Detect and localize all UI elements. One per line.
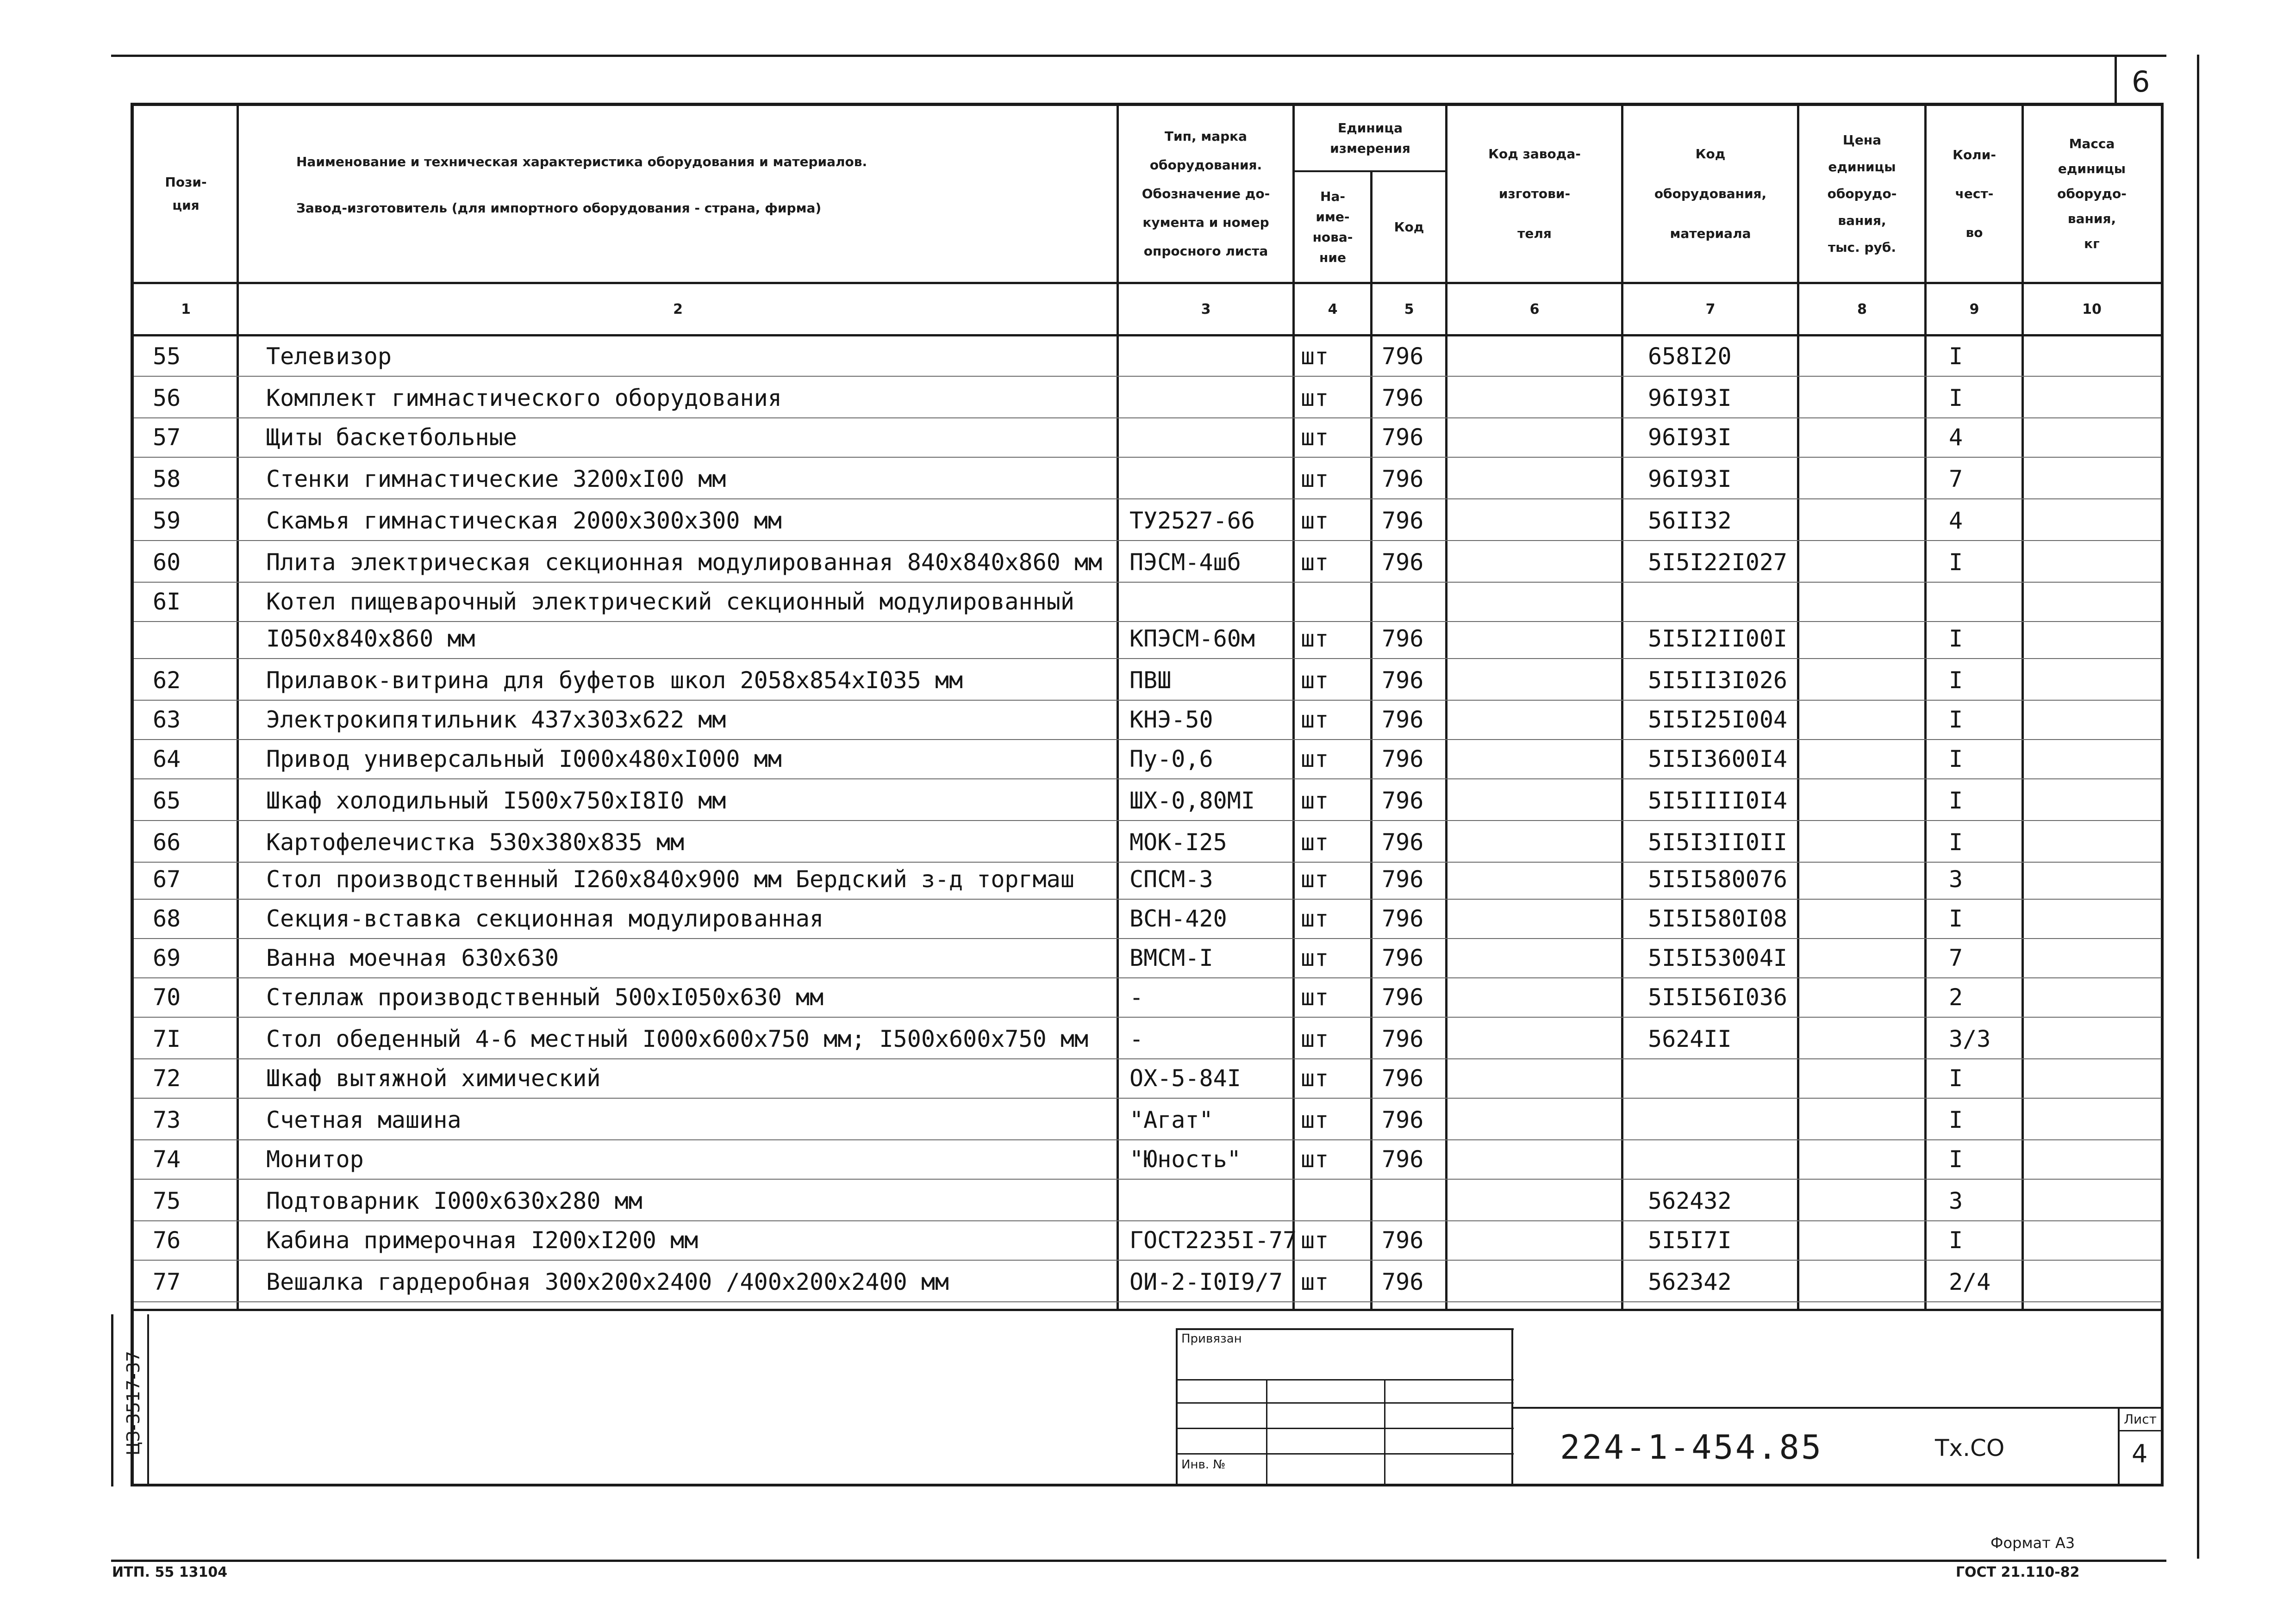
cell-unit-name: шт xyxy=(1301,787,1329,814)
cell-quantity: 4 xyxy=(1949,507,1963,534)
cell-unit-name: шт xyxy=(1301,385,1329,411)
cell-unit-name: шт xyxy=(1301,984,1329,1011)
cell-position: 69 xyxy=(153,945,181,971)
cell-unit-code: 796 xyxy=(1382,1026,1424,1052)
cell-position: 56 xyxy=(153,385,181,411)
cell-equipment-code: 562342 xyxy=(1648,1269,1732,1295)
cell-equipment-code: 562432 xyxy=(1648,1188,1732,1214)
cell-unit-code: 796 xyxy=(1382,549,1424,576)
cell-equipment-code: 5624II xyxy=(1648,1026,1732,1052)
cell-name: Стол обеденный 4-6 местный I000х600х750 мм; I500х600х750 мм xyxy=(266,1026,1089,1052)
row-separator xyxy=(134,621,2161,622)
colnum-10: 10 xyxy=(2082,301,2102,317)
cell-equipment-code: 5I5IIII0I4 xyxy=(1648,787,1788,814)
top-right-tab-left xyxy=(2115,56,2117,106)
table-left-border xyxy=(131,103,134,1486)
cell-name: Привод универсальный I000х480хI000 мм xyxy=(266,746,782,772)
cell-unit-name: шт xyxy=(1301,1269,1329,1295)
cell-unit-code: 796 xyxy=(1382,466,1424,492)
cell-position: 7I xyxy=(153,1026,181,1052)
sheet-corner-number: 6 xyxy=(2132,65,2150,99)
cell-type: КПЭСМ-60м xyxy=(1129,625,1255,652)
cell-name: Шкаф холодильный I500х750хI8I0 мм xyxy=(266,787,726,814)
vline-c1 xyxy=(237,103,239,1311)
cell-unit-code: 796 xyxy=(1382,829,1424,856)
cell-type: ВСН-420 xyxy=(1129,905,1227,932)
cell-position: 65 xyxy=(153,787,181,814)
header-type: Тип, марка оборудования. Обозначение до- кумента и номер опросного листа xyxy=(1142,129,1270,259)
cell-unit-code: 796 xyxy=(1382,984,1424,1011)
table-top-border xyxy=(131,103,2164,106)
cell-quantity: I xyxy=(1949,1227,1963,1254)
cell-position: 6I xyxy=(153,588,181,615)
cell-unit-code: 796 xyxy=(1382,385,1424,411)
stamp-top xyxy=(1176,1328,1514,1330)
stamp-sheet-box-left xyxy=(2118,1407,2120,1486)
cell-quantity: I xyxy=(1949,549,1963,576)
cell-equipment-code: 5I5I580076 xyxy=(1648,866,1788,893)
stamp-sheet-label: Лист xyxy=(2124,1412,2157,1427)
cell-unit-code: 796 xyxy=(1382,1065,1424,1092)
colnum-9: 9 xyxy=(1969,301,1979,317)
cell-position: 59 xyxy=(153,507,181,534)
cell-name: Монитор xyxy=(266,1146,364,1173)
cell-unit-code: 796 xyxy=(1382,625,1424,652)
row-separator xyxy=(134,1058,2161,1059)
stamp-col-1 xyxy=(1266,1379,1267,1484)
cell-type: "Юность" xyxy=(1129,1146,1241,1173)
cell-name: Щиты баскетбольные xyxy=(266,424,517,451)
cell-quantity: 3 xyxy=(1949,1188,1963,1214)
cell-unit-code: 796 xyxy=(1382,1227,1424,1254)
cell-unit-name: шт xyxy=(1301,549,1329,576)
cell-unit-name: шт xyxy=(1301,424,1329,451)
cell-unit-code: 796 xyxy=(1382,424,1424,451)
cell-name: Электрокипятильник 437х303х622 мм xyxy=(266,706,726,733)
cell-equipment-code: 5I5II3I026 xyxy=(1648,667,1788,694)
header-equipment-code: Код оборудования, материала xyxy=(1654,146,1767,241)
vline-c6 xyxy=(1621,103,1623,1311)
stamp-sheet-code: Тх.СО xyxy=(1935,1435,2005,1461)
header-name-line2: Завод-изготовитель (для импортного оборудования - страна, фирма) xyxy=(296,200,822,216)
cell-equipment-code: 5I5I580I08 xyxy=(1648,905,1788,932)
footer-format: Формат А3 xyxy=(1990,1534,2075,1552)
row-separator xyxy=(134,778,2161,779)
colnum-2: 2 xyxy=(673,301,683,317)
header-unit-price: Цена единицы оборудо- вания, тыс. руб. xyxy=(1827,132,1897,255)
cell-position: 66 xyxy=(153,829,181,856)
header-position: Пози- ция xyxy=(165,174,207,213)
cell-position: 68 xyxy=(153,905,181,932)
cell-equipment-code: 96I93I xyxy=(1648,385,1732,411)
cell-unit-name: шт xyxy=(1301,1065,1329,1092)
stamp-row-1 xyxy=(1176,1379,1514,1380)
cell-type: - xyxy=(1129,984,1144,1011)
cell-unit-name: шт xyxy=(1301,507,1329,534)
table-bottom-border xyxy=(131,1484,2164,1486)
colnum-8: 8 xyxy=(1857,301,1867,317)
cell-unit-code: 796 xyxy=(1382,866,1424,893)
cell-equipment-code: 5I5I7I xyxy=(1648,1227,1732,1254)
cell-equipment-code: 5I5I25I004 xyxy=(1648,706,1788,733)
cell-quantity: I xyxy=(1949,385,1963,411)
cell-type: - xyxy=(1129,1026,1144,1052)
cell-quantity: I xyxy=(1949,1065,1963,1092)
cell-type: МОК-I25 xyxy=(1129,829,1227,856)
cell-type: ОХ-5-84I xyxy=(1129,1065,1241,1092)
vline-c9 xyxy=(2021,103,2024,1311)
row-separator xyxy=(134,417,2161,418)
cell-position: 67 xyxy=(153,866,181,893)
row-separator xyxy=(134,862,2161,863)
cell-quantity: 3/3 xyxy=(1949,1026,1991,1052)
colnum-3: 3 xyxy=(1201,301,1211,317)
cell-position: 55 xyxy=(153,343,181,370)
cell-name: Вешалка гардеробная 300х200х2400 /400х200х2400 мм xyxy=(266,1269,949,1295)
cell-name: Комплект гимнастического оборудования xyxy=(266,385,782,411)
vline-c8 xyxy=(1924,103,1927,1311)
header-mass: Масса единицы оборудо- вания, кг xyxy=(2057,136,2127,251)
cell-equipment-code: 5I5I3II0II xyxy=(1648,829,1788,856)
cell-quantity: I xyxy=(1949,706,1963,733)
row-separator xyxy=(134,582,2161,583)
cell-type: КНЭ-50 xyxy=(1129,706,1213,733)
cell-unit-name: шт xyxy=(1301,667,1329,694)
cell-name: Стенки гимнастические 3200хI00 мм xyxy=(266,466,726,492)
row-separator xyxy=(134,899,2161,900)
cell-position: 58 xyxy=(153,466,181,492)
cell-type: ШХ-0,80МI xyxy=(1129,787,1255,814)
cell-name: Секция-вставка секционная модулированная xyxy=(266,905,824,932)
cell-unit-code: 796 xyxy=(1382,706,1424,733)
cell-quantity: 4 xyxy=(1949,424,1963,451)
cell-unit-name: шт xyxy=(1301,466,1329,492)
cell-name: Подтоварник I000х630х280 мм xyxy=(266,1188,643,1214)
body-bottom-line xyxy=(134,1309,2161,1311)
side-code: ЦЗ-3517-37 xyxy=(123,1350,144,1456)
stamp-row-2 xyxy=(1176,1402,1514,1404)
cell-position: 75 xyxy=(153,1188,181,1214)
cell-unit-name: шт xyxy=(1301,945,1329,971)
side-strip-right xyxy=(147,1314,149,1486)
table-right-border xyxy=(2161,103,2164,1486)
stamp-sheet-box-mid xyxy=(2118,1430,2161,1431)
row-separator xyxy=(134,938,2161,939)
colnum-1: 1 xyxy=(181,301,191,317)
cell-unit-name: шт xyxy=(1301,746,1329,772)
cell-type: ОИ-2-I0I9/7 xyxy=(1129,1269,1283,1295)
cell-equipment-code: 5I5I3600I4 xyxy=(1648,746,1788,772)
row-separator xyxy=(134,540,2161,541)
row-separator xyxy=(134,1017,2161,1018)
cell-unit-name: шт xyxy=(1301,625,1329,652)
row-separator xyxy=(134,1179,2161,1180)
cell-position: 70 xyxy=(153,984,181,1011)
colnum-7: 7 xyxy=(1705,301,1716,317)
row-separator xyxy=(134,1260,2161,1261)
right-border xyxy=(2197,55,2199,1559)
cell-equipment-code: 658I20 xyxy=(1648,343,1732,370)
cell-quantity: I xyxy=(1949,905,1963,932)
row-separator xyxy=(134,498,2161,499)
stamp-attached-label: Привязан xyxy=(1181,1332,1242,1346)
cell-position: 63 xyxy=(153,706,181,733)
cell-type: "Агат" xyxy=(1129,1107,1213,1133)
cell-equipment-code: 96I93I xyxy=(1648,466,1732,492)
row-separator xyxy=(134,376,2161,377)
cell-name: Стол производственный I260х840х900 мм Бердский з-д торгмаш xyxy=(266,866,1074,893)
cell-quantity: 7 xyxy=(1949,945,1963,971)
cell-name: Кабина примерочная I200хI200 мм xyxy=(266,1227,699,1254)
cell-unit-name: шт xyxy=(1301,1146,1329,1173)
header-unit-name: На- име- нова- ние xyxy=(1312,188,1353,265)
cell-name: Счетная машина xyxy=(266,1107,462,1133)
colnum-4: 4 xyxy=(1328,301,1338,317)
colnum-5: 5 xyxy=(1404,301,1414,317)
cell-position: 72 xyxy=(153,1065,181,1092)
cell-unit-name: шт xyxy=(1301,829,1329,856)
cell-quantity: I xyxy=(1949,746,1963,772)
stamp-document-code: 224-1-454.85 xyxy=(1560,1428,1823,1467)
footer-gost: ГОСТ 21.110-82 xyxy=(1956,1564,2080,1580)
cell-name: Шкаф вытяжной химический xyxy=(266,1065,601,1092)
row-separator xyxy=(134,820,2161,821)
cell-equipment-code: 5I5I22I027 xyxy=(1648,549,1788,576)
cell-name: Скамья гимнастическая 2000х300х300 мм xyxy=(266,507,782,534)
cell-unit-code: 796 xyxy=(1382,1269,1424,1295)
stamp-code-box-top xyxy=(1511,1407,2161,1409)
row-separator xyxy=(134,1220,2161,1221)
cell-position: 57 xyxy=(153,424,181,451)
cell-unit-name: шт xyxy=(1301,343,1329,370)
cell-name: Плита электрическая секционная модулированная 840х840х860 мм xyxy=(266,549,1103,576)
header-name-line1: Наименование и техническая характеристика оборудования и материалов. xyxy=(296,154,867,169)
cell-quantity: I xyxy=(1949,667,1963,694)
row-separator xyxy=(134,1301,2161,1302)
cell-position: 77 xyxy=(153,1269,181,1295)
cell-position: 60 xyxy=(153,549,181,576)
header-unit-code: Код xyxy=(1394,219,1424,235)
row-separator xyxy=(134,977,2161,978)
cell-unit-code: 796 xyxy=(1382,343,1424,370)
cell-position: 76 xyxy=(153,1227,181,1254)
cell-quantity: I xyxy=(1949,829,1963,856)
side-strip-left xyxy=(111,1314,113,1486)
stamp-left xyxy=(1176,1328,1178,1486)
stamp-row-4 xyxy=(1176,1453,1514,1455)
footer-left-code: ИТП. 55 13104 xyxy=(112,1564,228,1580)
cell-type: Пу-0,6 xyxy=(1129,746,1213,772)
vline-c7 xyxy=(1797,103,1799,1311)
stamp-col-2 xyxy=(1384,1379,1385,1484)
cell-type: ТУ2527-66 xyxy=(1129,507,1255,534)
cell-unit-code: 796 xyxy=(1382,945,1424,971)
cell-position: 74 xyxy=(153,1146,181,1173)
vline-c3 xyxy=(1292,103,1295,1311)
header-quantity: Коли- чест- во xyxy=(1953,147,1996,240)
colnum-6: 6 xyxy=(1529,301,1540,317)
vline-c2 xyxy=(1117,103,1119,1311)
stamp-inv-label: Инв. № xyxy=(1181,1458,1226,1472)
cell-unit-code: 796 xyxy=(1382,667,1424,694)
top-border xyxy=(111,55,2166,57)
cell-name: I050х840х860 мм xyxy=(266,625,475,652)
cell-quantity: I xyxy=(1949,787,1963,814)
cell-unit-name: шт xyxy=(1301,866,1329,893)
cell-type: СПСМ-3 xyxy=(1129,866,1213,893)
cell-unit-code: 796 xyxy=(1382,905,1424,932)
header-unit-group: Единица измерения xyxy=(1330,120,1410,156)
cell-unit-code: 796 xyxy=(1382,507,1424,534)
cell-equipment-code: 96I93I xyxy=(1648,424,1732,451)
cell-unit-code: 796 xyxy=(1382,787,1424,814)
cell-quantity: I xyxy=(1949,1107,1963,1133)
row-separator xyxy=(134,658,2161,659)
footer-line xyxy=(111,1560,2166,1562)
cell-type: ВМСМ-I xyxy=(1129,945,1213,971)
cell-unit-name: шт xyxy=(1301,706,1329,733)
cell-quantity: I xyxy=(1949,625,1963,652)
cell-name: Прилавок-витрина для буфетов школ 2058х854хI035 мм xyxy=(266,667,963,694)
cell-name: Стеллаж производственный 500хI050х630 мм xyxy=(266,984,824,1011)
stamp-sheet-number: 4 xyxy=(2132,1439,2148,1468)
cell-position: 64 xyxy=(153,746,181,772)
cell-type: ГОСТ2235I-77 xyxy=(1129,1227,1297,1254)
row-separator xyxy=(134,457,2161,458)
cell-unit-code: 796 xyxy=(1382,746,1424,772)
cell-name: Телевизор xyxy=(266,343,392,370)
row-separator xyxy=(134,1139,2161,1140)
stamp-row-3 xyxy=(1176,1428,1514,1429)
cell-type: ПВШ xyxy=(1129,667,1172,694)
cell-quantity: 2 xyxy=(1949,984,1963,1011)
cell-name: Картофелечистка 530х380х835 мм xyxy=(266,829,685,856)
row-separator xyxy=(134,1098,2161,1099)
row-separator xyxy=(134,700,2161,701)
cell-unit-name: шт xyxy=(1301,1107,1329,1133)
cell-position: 62 xyxy=(153,667,181,694)
cell-unit-code: 796 xyxy=(1382,1107,1424,1133)
cell-name: Ванна моечная 630х630 xyxy=(266,945,559,971)
cell-position: 73 xyxy=(153,1107,181,1133)
cell-quantity: I xyxy=(1949,343,1963,370)
cell-quantity: I xyxy=(1949,1146,1963,1173)
vline-c5 xyxy=(1445,103,1447,1311)
cell-equipment-code: 5I5I56I036 xyxy=(1648,984,1788,1011)
cell-equipment-code: 56II32 xyxy=(1648,507,1732,534)
cell-equipment-code: 5I5I53004I xyxy=(1648,945,1788,971)
cell-unit-name: шт xyxy=(1301,905,1329,932)
header-plant-code: Код завода- изготови- теля xyxy=(1488,146,1581,241)
cell-unit-code: 796 xyxy=(1382,1146,1424,1173)
cell-type: ПЭСМ-4шб xyxy=(1129,549,1241,576)
cell-quantity: 3 xyxy=(1949,866,1963,893)
cell-unit-name: шт xyxy=(1301,1026,1329,1052)
colnum-bottom-line xyxy=(134,334,2161,336)
cell-unit-name: шт xyxy=(1301,1227,1329,1254)
row-separator xyxy=(134,739,2161,740)
cell-equipment-code: 5I5I2II00I xyxy=(1648,625,1788,652)
cell-name: Котел пищеварочный электрический секционный модулированный xyxy=(266,588,1074,615)
cell-quantity: 2/4 xyxy=(1949,1269,1991,1295)
cell-quantity: 7 xyxy=(1949,466,1963,492)
